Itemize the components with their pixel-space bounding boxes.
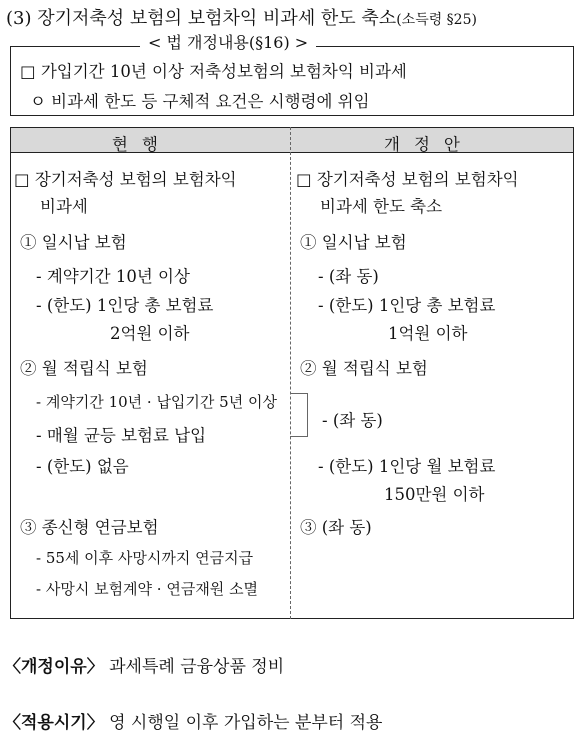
effective-date	[4, 708, 382, 733]
current-annuity-extinction: - 사망시 보험계약 · 연금재원 소멸	[36, 580, 259, 598]
proposed-section-lump-sum: ① 일시납 보험	[300, 233, 407, 252]
current-lump-sum-limit-amount: 2억원 이하	[110, 324, 190, 343]
revision-reason-label: 〈개정이유〉	[4, 657, 104, 677]
summary-line-2: ㅇ 비과세 한도 등 구체적 요건은 시행령에 위임	[30, 92, 370, 111]
current-lump-sum-limit: - (한도) 1인당 총 보험료	[36, 296, 214, 315]
proposed-monthly-limit-amount: 150만원 이하	[384, 485, 485, 504]
section-title-reference: (소득령 §25)	[396, 12, 477, 28]
summary-line-1: □ 가입기간 10년 이상 저축성보험의 보험차익 비과세	[20, 62, 407, 81]
summary-heading: < 법 개정내용(§16) >	[140, 30, 316, 53]
header-current: 현행	[112, 135, 172, 154]
proposed-lump-sum-limit-amount: 1억원 이하	[388, 324, 468, 343]
table-header-row	[10, 127, 574, 153]
header-proposed: 개정안	[384, 135, 474, 154]
same-as-left-bracket	[290, 393, 308, 437]
current-monthly-equal-payment: - 매월 균등 보험료 납입	[36, 426, 207, 445]
current-section-lump-sum: ① 일시납 보험	[20, 233, 127, 252]
proposed-title-line-1: □ 장기저축성 보험의 보험차익	[296, 170, 519, 189]
column-divider	[290, 127, 291, 619]
proposed-monthly-limit: - (한도) 1인당 월 보험료	[318, 457, 496, 476]
proposed-section-annuity: ③ (좌 동)	[300, 518, 372, 537]
current-section-annuity: ③ 종신형 연금보험	[20, 518, 159, 537]
revision-reason	[4, 652, 284, 677]
proposed-section-monthly: ② 월 적립식 보험	[300, 359, 428, 378]
effective-date-label: 〈적용시기〉	[4, 713, 104, 733]
proposed-monthly-same: - (좌 동)	[322, 411, 383, 430]
effective-date-text: 영 시행일 이후 가입하는 분부터 적용	[109, 713, 383, 733]
proposed-lump-sum-limit: - (한도) 1인당 총 보험료	[318, 296, 496, 315]
current-section-monthly: ② 월 적립식 보험	[20, 359, 148, 378]
current-monthly-term: - 계약기간 10년 · 납입기간 5년 이상	[36, 393, 277, 411]
section-title-main: (3) 장기저축성 보험의 보험차익 비과세 한도 축소	[6, 8, 397, 29]
revision-reason-text: 과세특례 금융상품 정비	[109, 657, 285, 677]
section-title	[6, 4, 477, 30]
current-title-line-1: □ 장기저축성 보험의 보험차익	[14, 170, 237, 189]
current-title-line-2: 비과세	[40, 197, 88, 216]
proposed-title-line-2: 비과세 한도 축소	[320, 197, 443, 216]
current-annuity-payment: - 55세 이후 사망시까지 연금지급	[36, 549, 254, 567]
current-monthly-limit: - (한도) 없음	[36, 457, 129, 476]
proposed-lump-sum-term: - (좌 동)	[318, 267, 379, 286]
current-lump-sum-term: - 계약기간 10년 이상	[36, 267, 190, 286]
